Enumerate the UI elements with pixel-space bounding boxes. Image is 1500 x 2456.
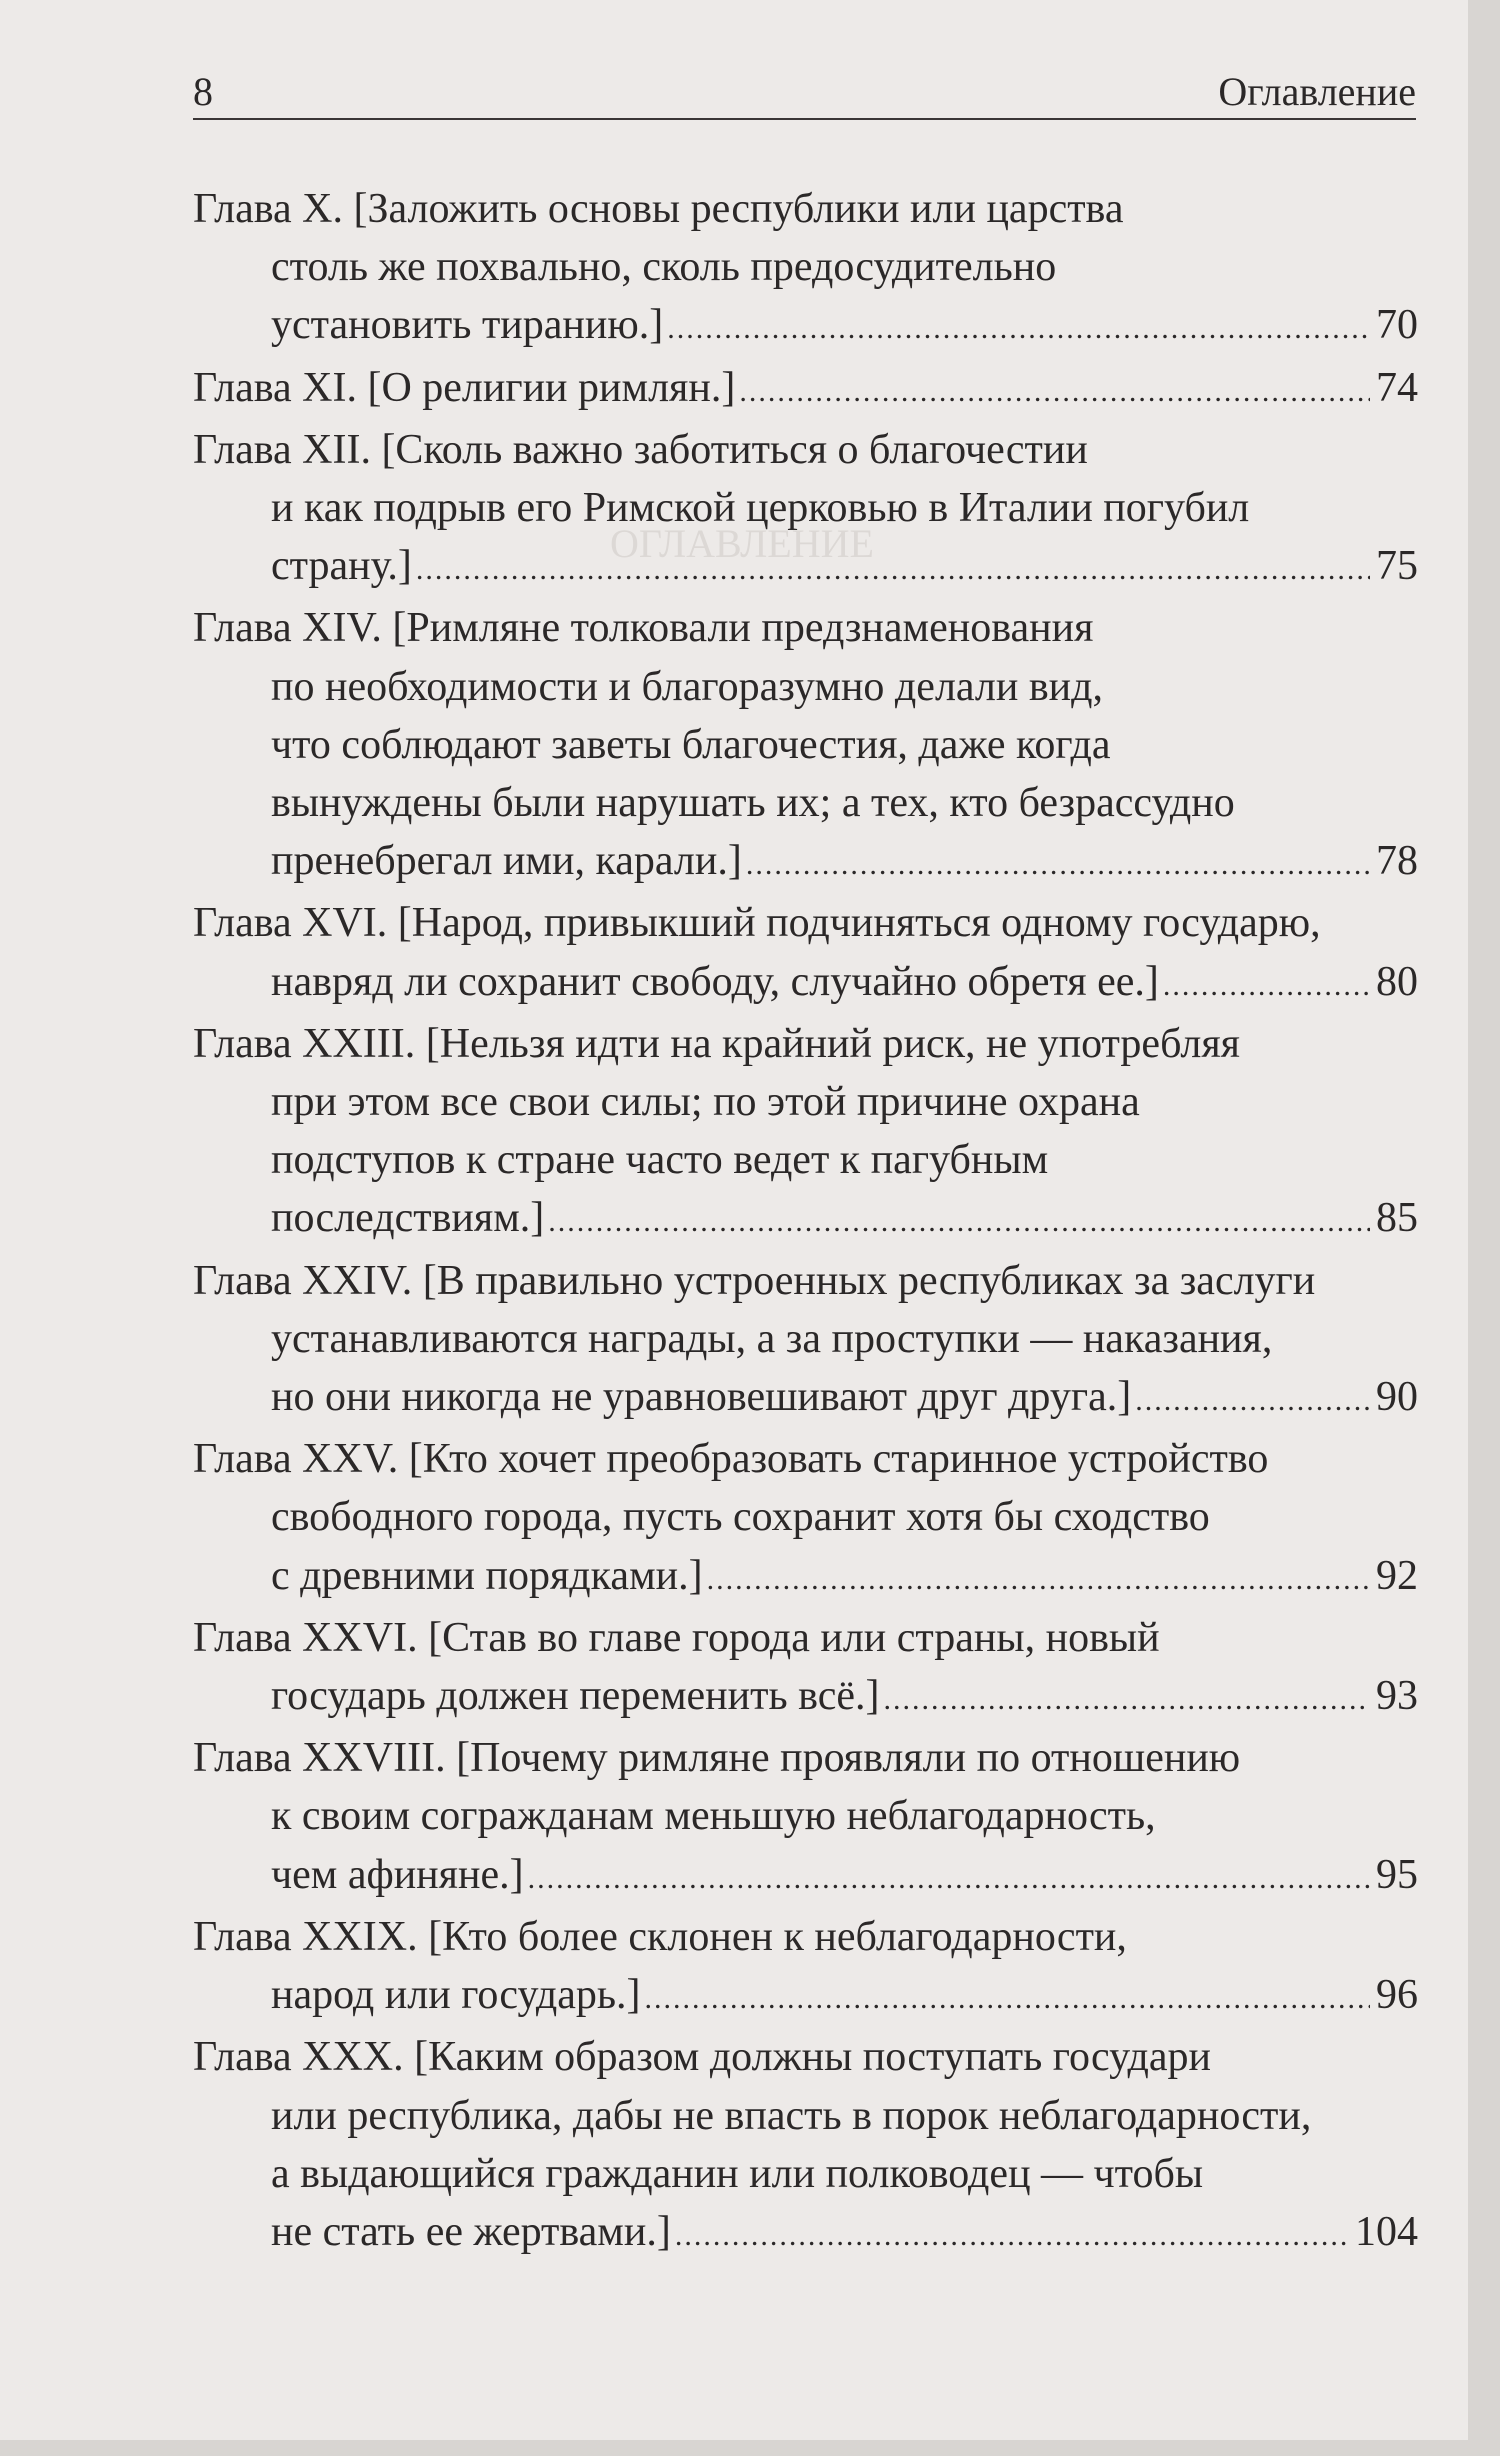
section-title: Оглавление bbox=[1218, 69, 1416, 114]
toc-entry-line: Глава XXIV. [В правильно устроенных республиках за заслуги bbox=[193, 1257, 1316, 1304]
toc-entry-line: Глава XXV. [Кто хочет преобразовать старинное устройство bbox=[193, 1436, 1269, 1483]
toc-entry-line: Глава XXIII. [Нельзя идти на крайний риск, не употребляя bbox=[193, 1020, 1240, 1067]
toc-entry-line bbox=[193, 1846, 1418, 1908]
dot-leader bbox=[884, 1671, 1371, 1729]
toc-entry-line: Глава XXIX. [Кто более склонен к неблагодарности, bbox=[193, 1913, 1127, 1960]
toc-entry-line bbox=[193, 1368, 1418, 1430]
toc-page-number: 96 bbox=[1376, 1972, 1418, 2019]
toc-entry-line: Глава XXVIII. [Почему римляне проявляли по отношению bbox=[193, 1735, 1241, 1782]
toc-entry bbox=[193, 1729, 1418, 1908]
toc-entry-line: подступов к стране часто ведет к пагубным bbox=[271, 1137, 1049, 1184]
toc-entry-line: Глава XVI. [Народ, привыкший подчиняться одному государю, bbox=[193, 900, 1321, 947]
toc-entry bbox=[193, 180, 1418, 359]
toc-entry-line: Глава XXX. [Каким образом должны поступать государи bbox=[193, 2034, 1211, 2081]
toc-entry-line: свободного города, пусть сохранит хотя бы сходство bbox=[271, 1494, 1210, 1541]
table-of-contents bbox=[193, 180, 1418, 2265]
toc-entry-line: что соблюдают заветы благочестия, даже когда bbox=[271, 721, 1111, 768]
toc-entry bbox=[193, 1252, 1418, 1431]
toc-entry-line bbox=[193, 2203, 1418, 2265]
toc-entry-text: навряд ли сохранит свободу, случайно обретя ее.] bbox=[271, 958, 1159, 1005]
toc-entry-text: страну.] bbox=[271, 543, 412, 590]
toc-entry-text: не стать ее жертвами.] bbox=[271, 2208, 671, 2255]
dot-leader bbox=[1135, 1372, 1370, 1430]
toc-entry-text: народ или государь.] bbox=[271, 1972, 641, 2019]
toc-entry-line bbox=[193, 1547, 1418, 1609]
dot-leader bbox=[746, 836, 1370, 894]
toc-entry-line bbox=[193, 832, 1418, 894]
dot-leader bbox=[528, 1850, 1370, 1908]
toc-entry-line bbox=[193, 537, 1418, 599]
toc-entry-line: устанавливаются награды, а за проступки — наказания, bbox=[271, 1315, 1273, 1362]
toc-entry-line bbox=[193, 953, 1418, 1015]
toc-entry-text: но они никогда не уравновешивают друг друга.] bbox=[271, 1374, 1132, 1421]
toc-entry-line bbox=[193, 1667, 1418, 1729]
toc-entry bbox=[193, 1609, 1418, 1729]
toc-entry-line: вынуждены были нарушать их; а тех, кто безрассудно bbox=[271, 780, 1235, 827]
toc-entry-line: и как подрыв его Римской церковью в Италии погубил bbox=[271, 485, 1250, 532]
toc-entry-line bbox=[193, 1966, 1418, 2028]
toc-entry bbox=[193, 421, 1418, 600]
dot-leader bbox=[548, 1193, 1370, 1251]
toc-entry-line bbox=[193, 359, 1418, 421]
toc-entry-line: Глава XIV. [Римляне толковали предзнаменования bbox=[193, 605, 1094, 652]
toc-entry bbox=[193, 1430, 1418, 1609]
dot-leader bbox=[675, 2207, 1349, 2265]
running-header bbox=[193, 68, 1416, 120]
toc-entry bbox=[193, 1015, 1418, 1252]
toc-page-number: 90 bbox=[1376, 1374, 1418, 1421]
toc-page-number: 78 bbox=[1376, 838, 1418, 885]
toc-entry bbox=[193, 1908, 1418, 2028]
toc-entry-text: пренебрегал ими, карали.] bbox=[271, 838, 742, 885]
toc-page-number: 104 bbox=[1355, 2208, 1418, 2255]
dot-leader bbox=[416, 541, 1370, 599]
toc-entry bbox=[193, 599, 1418, 894]
toc-entry-line: а выдающийся гражданин или полководец — чтобы bbox=[271, 2150, 1204, 2197]
toc-entry-line: столь же похвально, сколь предосудительно bbox=[271, 244, 1057, 291]
toc-page-number: 80 bbox=[1376, 958, 1418, 1005]
toc-entry bbox=[193, 894, 1418, 1014]
toc-entry-text: государь должен переменить всё.] bbox=[271, 1673, 880, 1720]
toc-page-number: 93 bbox=[1376, 1673, 1418, 1720]
dot-leader bbox=[645, 1970, 1370, 2028]
dot-leader bbox=[707, 1551, 1370, 1609]
toc-page-number: 92 bbox=[1376, 1552, 1418, 1599]
toc-page-number: 74 bbox=[1376, 364, 1418, 411]
toc-entry-line: при этом все свои силы; по этой причине охрана bbox=[271, 1079, 1140, 1126]
toc-entry-text: последствиям.] bbox=[271, 1195, 545, 1242]
page-number: 8 bbox=[193, 69, 213, 114]
toc-entry-line: Глава XII. [Сколь важно заботиться о благочестии bbox=[193, 426, 1088, 473]
toc-page-number: 70 bbox=[1376, 302, 1418, 349]
dot-leader bbox=[667, 300, 1370, 358]
dot-leader bbox=[739, 363, 1370, 421]
toc-entry-text: Глава XI. [О религии римлян.] bbox=[193, 364, 736, 411]
toc-entry-line: Глава XXVI. [Став во главе города или страны, новый bbox=[193, 1614, 1160, 1661]
toc-entry bbox=[193, 2028, 1418, 2265]
toc-entry-line: Глава X. [Заложить основы республики или царства bbox=[193, 186, 1124, 232]
toc-entry-text: установить тиранию.] bbox=[271, 302, 664, 349]
toc-entry-line: к своим согражданам меньшую неблагодарность, bbox=[271, 1793, 1156, 1840]
toc-page-number: 95 bbox=[1376, 1851, 1418, 1898]
toc-entry-text: чем афиняне.] bbox=[271, 1851, 524, 1898]
toc-entry-line bbox=[193, 1189, 1418, 1251]
toc-entry-line: по необходимости и благоразумно делали вид, bbox=[271, 663, 1104, 710]
toc-page-number: 75 bbox=[1376, 543, 1418, 590]
toc-entry-line bbox=[193, 296, 1418, 358]
toc-entry-line: или республика, дабы не впасть в порок неблагодарности, bbox=[271, 2092, 1312, 2139]
toc-entry-text: с древними порядками.] bbox=[271, 1552, 703, 1599]
bleed-through-text: ОГЛАВЛЕНИЕ bbox=[610, 521, 874, 566]
dot-leader bbox=[1163, 957, 1370, 1015]
toc-page-number: 85 bbox=[1376, 1195, 1418, 1242]
toc-entry bbox=[193, 359, 1418, 421]
